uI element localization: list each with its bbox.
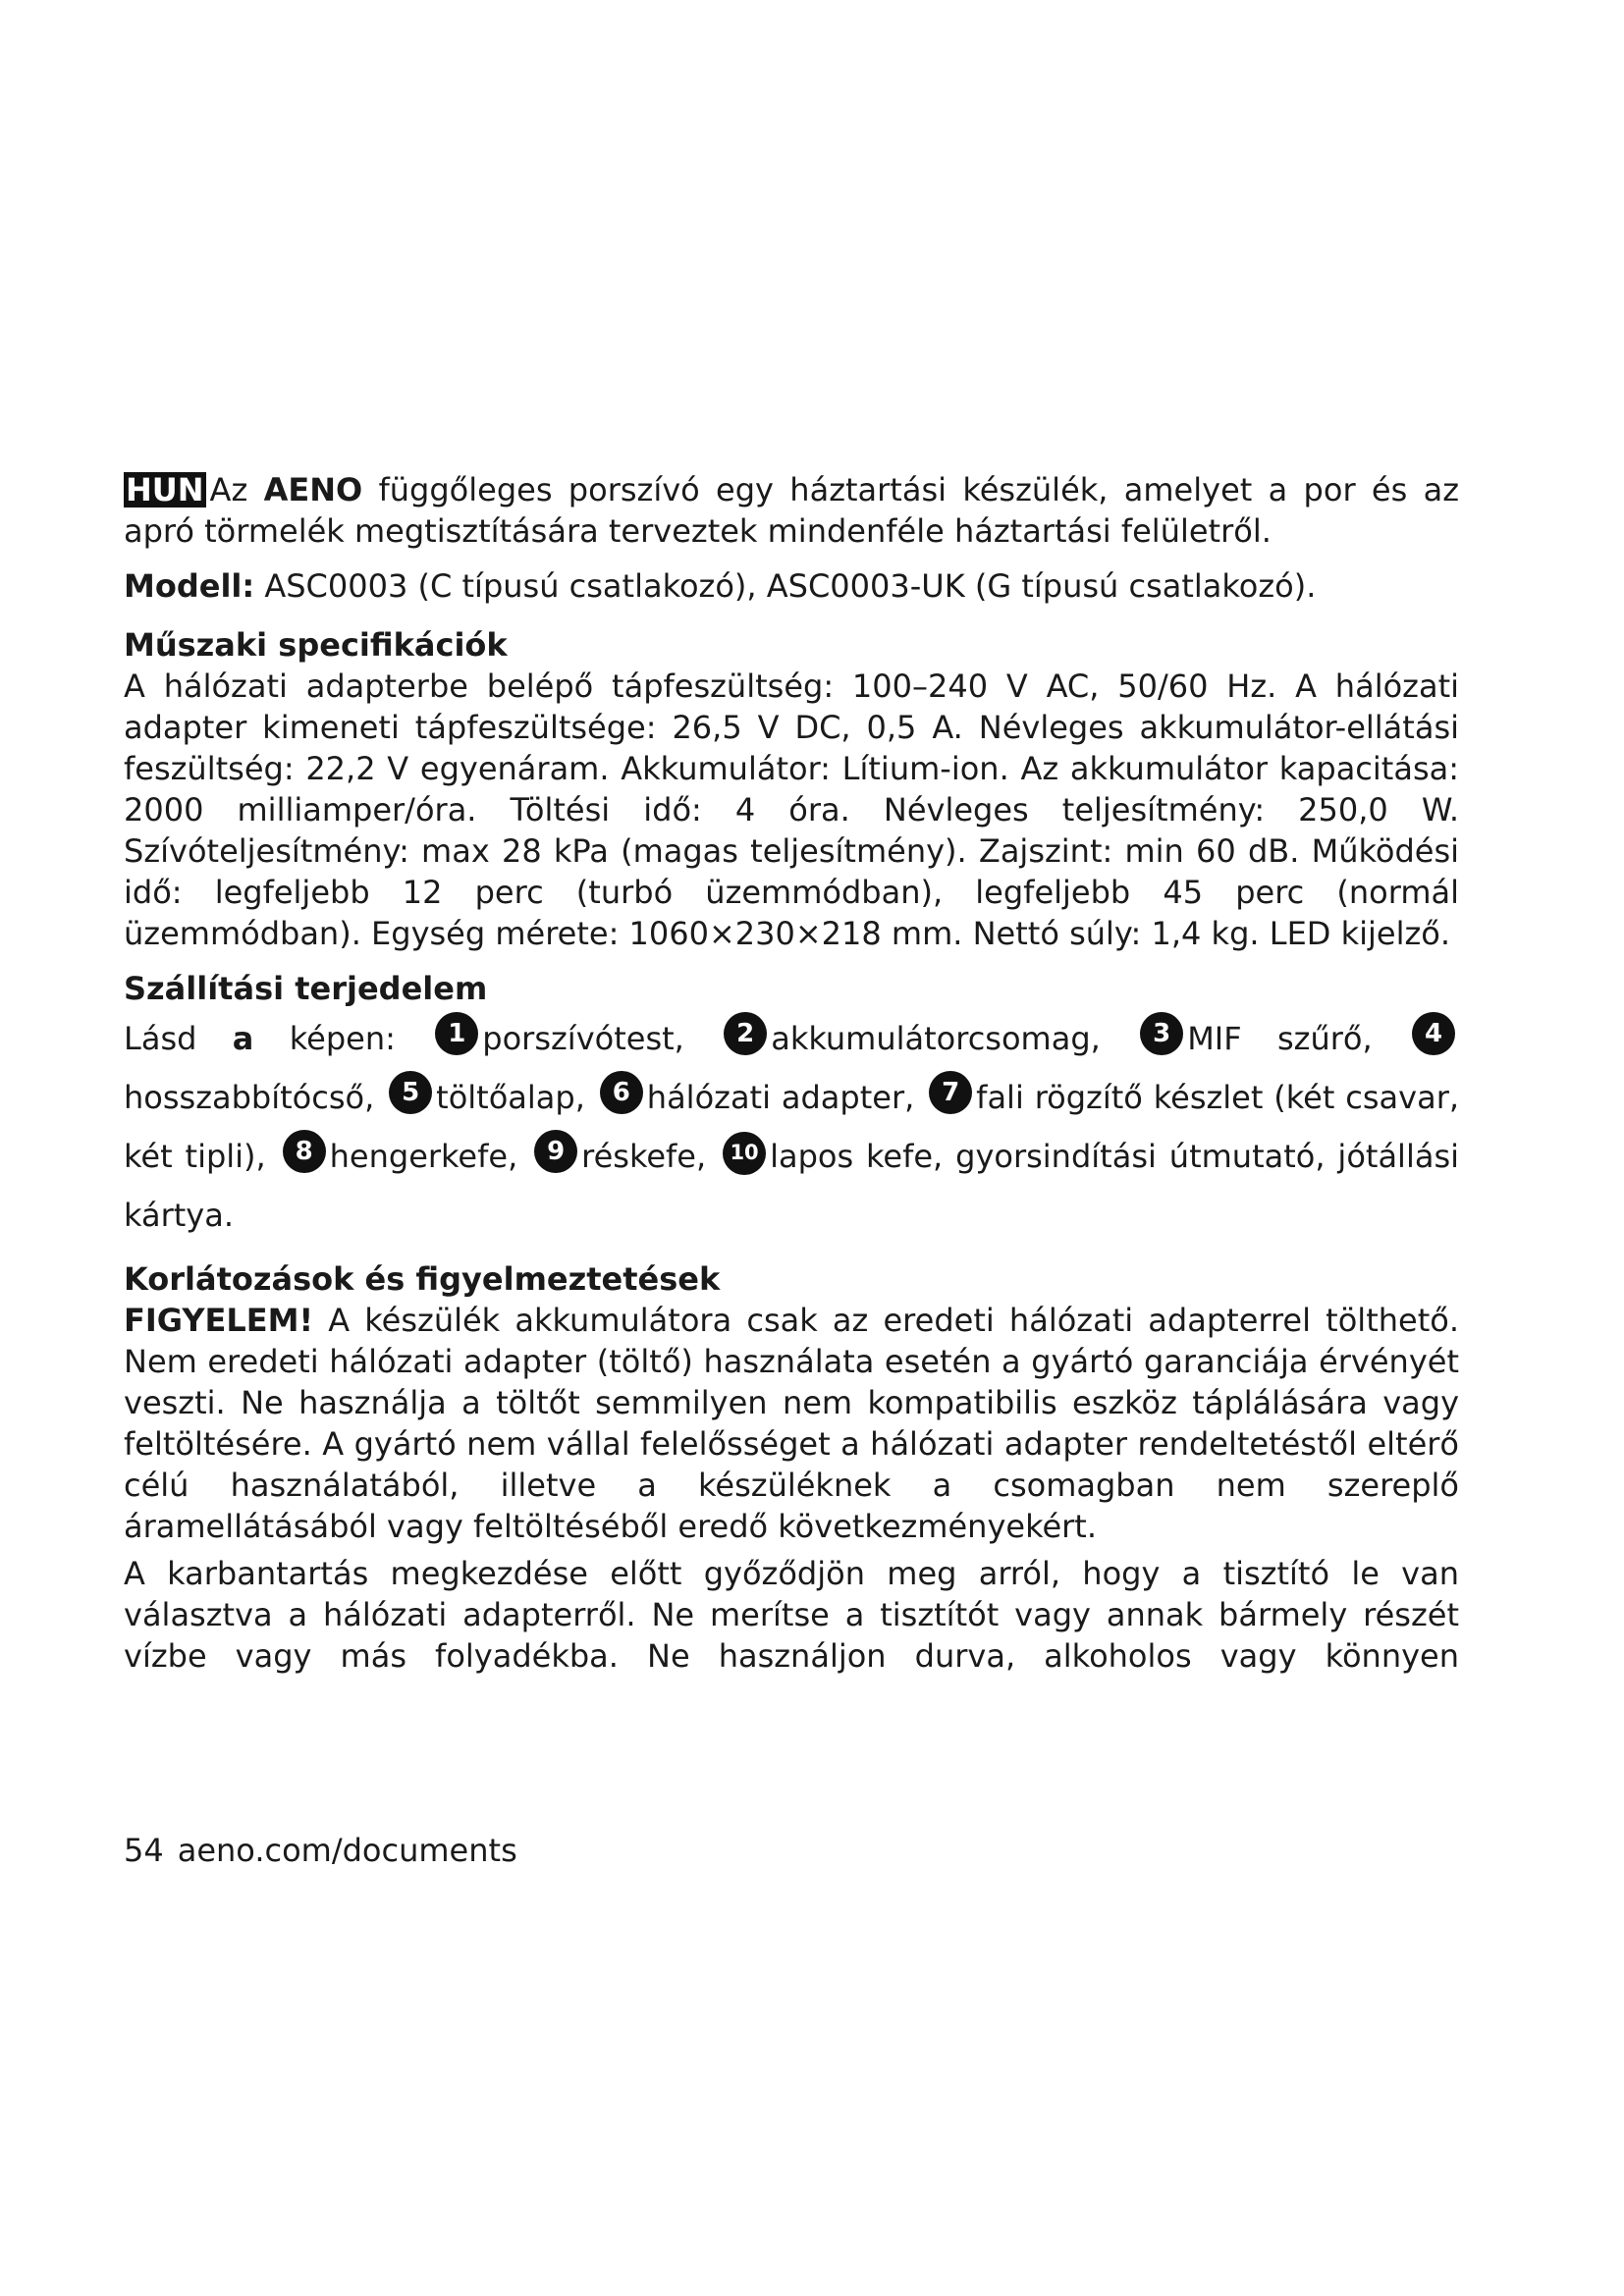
number-6-icon: 6 [600,1071,643,1114]
intro-paragraph [124,469,1459,552]
item-label: hengerkefe, [329,1138,518,1175]
specs-text: A hálózati adapterbe belépő tápfeszültség: 100–240 V AC, 50/60 Hz. A hálózati adapter kimeneti tápfeszültsége: 26,5 V DC, 0,5 A. Névleges akkumulátor-ellátási feszültség: 22,2 V egyenáram. Akkumulátor: Lítium-ion. Az akkumulátor kapacitása: 2000 milliamper/óra. Töltési idő: 4 óra. Névleges teljesítmény: 250,0 W. Szívóteljesítmény: max 28 kPa (magas teljesítmény). Zajszint: min 60 dB. Működési idő: legfeljebb 12 perc (turbó üzemmódban), legfeljebb 45 perc (normál üzemmódban). Egység mérete: 1060×230×218 mm. Nettó súly: 1,4 kg. LED kijelző. [124,667,1459,952]
warnings-heading: Korlátozások és figyelmeztetések [124,1260,721,1298]
warning-label: FIGYELEM! [124,1302,314,1339]
footer-url: aeno.com/documents [177,1832,517,1869]
contents-section [124,968,1459,1245]
number-8-icon: 8 [283,1130,326,1173]
item-label: lapos kefe, gyorsindítási útmutató, jótállási kártya. [124,1138,1460,1234]
number-5-icon: 5 [389,1071,432,1114]
number-1-icon: 1 [435,1012,478,1055]
warning-paragraph [124,1300,1459,1547]
number-9-icon: 9 [534,1130,577,1173]
contents-intro-bold: a [232,1020,254,1057]
item-label: fali rögzítő készlet (két csavar, két tipli), [124,1079,1460,1175]
page-number: 54 [124,1832,164,1869]
contents-intro-post: képen: [253,1020,432,1057]
item-label: hosszabbítócső, [124,1079,375,1116]
model-label: Modell: [124,567,255,605]
warnings-section [124,1258,1459,1677]
manual-page [124,469,1459,1690]
brand-name: AENO [263,471,363,508]
contents-line [124,1068,1459,1245]
model-value: ASC0003 (C típusú csatlakozó), ASC0003-UK (G típusú csatlakozó). [254,567,1317,605]
number-4-icon: 4 [1412,1012,1455,1055]
language-tag: HUN [126,471,204,508]
number-7-icon: 7 [929,1071,972,1114]
contents-heading: Szállítási terjedelem [124,970,488,1007]
item-label: porszívótest, [482,1020,684,1057]
contents-list [124,1009,1459,1245]
model-line [124,565,1459,607]
page-footer [124,1832,517,1869]
intro-text-pre: Az [209,471,264,508]
item-label: réskefe, [581,1138,707,1175]
maintenance-paragraph: A karbantartás megkezdése előtt győződjön meg arról, hogy a tisztító le van választva a hálózati adapterről. Ne merítse a tisztítót vagy annak bármely részét vízbe vagy más folyadékba. Ne használjon durva, alkoholos vagy könnyen [124,1555,1459,1675]
item-label: akkumulátorcsomag, [771,1020,1101,1057]
item-label: töltőalap, [436,1079,585,1116]
number-10-icon: 10 [723,1132,766,1175]
warning-text: A készülék akkumulátora csak az eredeti hálózati adapterrel tölthető. Nem eredeti hálózati adapter (töltő) használata esetén a gyártó garanciája érvényét veszti. Ne használja a töltőt semmilyen nem kompatibilis eszköz táplálására vagy feltöltésére. A gyártó nem vállal felelősséget a hálózati adapter rendeltetéstől eltérő célú használatából, illetve a készüléknek a csomagban nem szereplő áramellátásából vagy feltöltéséből eredő következményekért. [124,1302,1459,1545]
contents-intro-pre: Lásd [124,1020,233,1057]
item-label: MIF szűrő, [1187,1020,1373,1057]
specs-heading: Műszaki specifikációk [124,626,508,664]
intro-text-post: függőleges porszívó egy háztartási készülék, amelyet a por és az apró törmelék megtisztítására terveztek mindenféle háztartási felületről. [124,471,1460,550]
item-label: hálózati adapter, [646,1079,915,1116]
specs-section [124,624,1459,954]
number-2-icon: 2 [724,1012,767,1055]
number-3-icon: 3 [1140,1012,1183,1055]
contents-line [124,1009,1459,1068]
